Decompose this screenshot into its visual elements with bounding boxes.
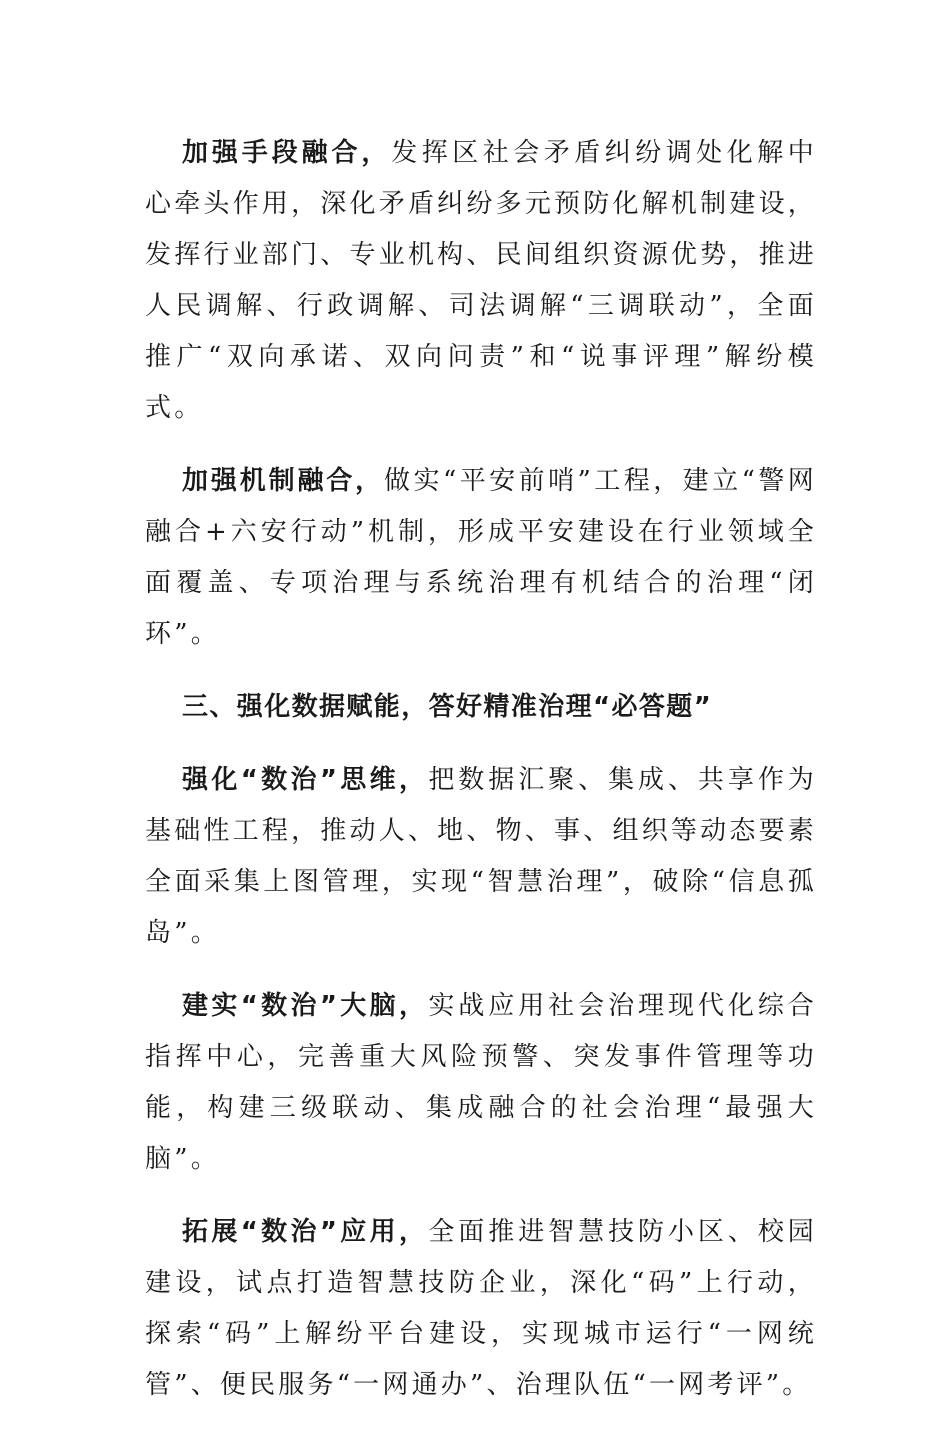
- paragraph-mechanism-integration: [145, 456, 817, 660]
- paragraph-text: 发挥区社会矛盾纠纷调处化解中心牵头作用，深化矛盾纠纷多元预防化解机制建设，发挥行业部门、专业机构、民间组织资源优势，推进人民调解、行政调解、司法调解“三调联动”，全面推广“双向承诺、双向问责”和“说事评理”解纷模式。: [145, 138, 817, 423]
- paragraph-text: 做实“平安前哨”工程，建立“警网融合+六安行动”机制，形成平安建设在行业领域全面覆盖、专项治理与系统治理有机结合的治理“闭环”。: [145, 466, 818, 649]
- paragraph-data-thinking: [145, 755, 817, 959]
- section-heading: 三、强化数据赋能，答好精准治理“必答题”: [182, 692, 713, 722]
- paragraph-lead: 强化“数治”思维，: [182, 765, 429, 795]
- paragraph-lead: 拓展“数治”应用，: [182, 1217, 429, 1247]
- paragraph-lead: 加强手段融合，: [182, 138, 392, 168]
- paragraph-text: 实战应用社会治理现代化综合指挥中心，完善重大风险预警、突发事件管理等功能，构建三级联动、集成融合的社会治理“最强大脑”。: [145, 991, 817, 1174]
- paragraph-means-integration: [145, 128, 817, 434]
- paragraph-data-brain: [145, 981, 817, 1185]
- paragraph-text: 全面推进智慧技防小区、校园建设，试点打造智慧技防企业，深化“码”上行动，探索“码”上解纷平台建设，实现城市运行“一网统管”、便民服务“一网通办”、治理队伍“一网考评”。: [145, 1217, 817, 1400]
- paragraph-lead: 建实“数治”大脑，: [182, 991, 429, 1021]
- document-body: [145, 128, 817, 1433]
- paragraph-lead: 加强机制融合，: [182, 466, 385, 496]
- paragraph-text: 把数据汇聚、集成、共享作为基础性工程，推动人、地、物、事、组织等动态要素全面采集上图管理，实现“智慧治理”，破除“信息孤岛”。: [145, 765, 817, 948]
- paragraph-data-application: [145, 1207, 817, 1411]
